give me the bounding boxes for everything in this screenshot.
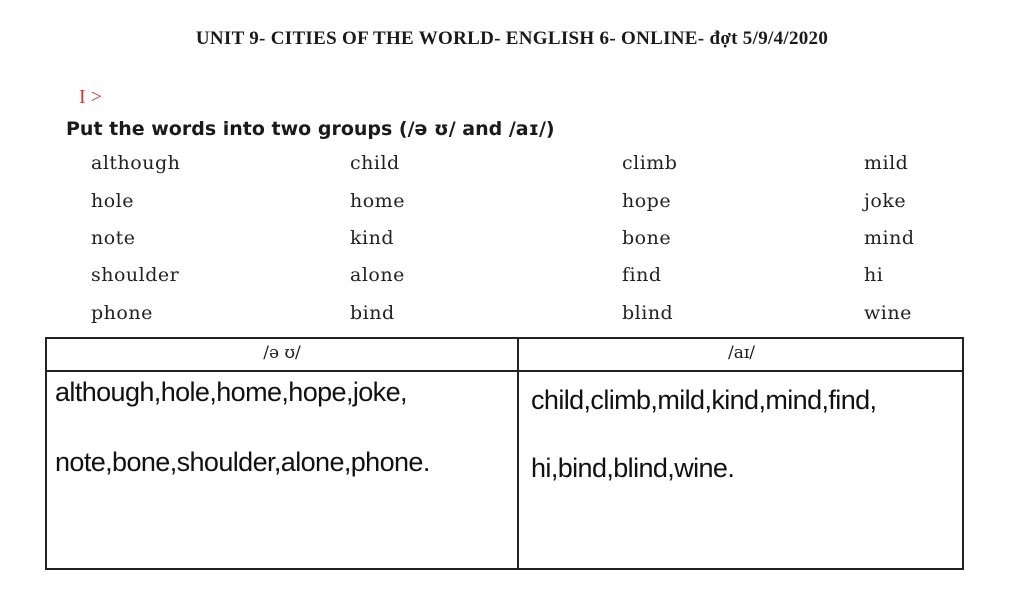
answer-line-left: note,bone,shoulder,alone,phone.	[55, 447, 430, 477]
word-item: bone	[622, 227, 672, 249]
word-item: kind	[350, 227, 394, 249]
word-item: child	[350, 152, 400, 174]
column-divider	[517, 339, 519, 568]
column-header-ai: /aɪ/	[727, 343, 756, 363]
word-item: hope	[622, 190, 672, 212]
section-marker: I >	[79, 86, 102, 108]
word-item: alone	[350, 264, 405, 286]
header-divider	[47, 370, 962, 372]
answer-line-right: hi,bind,blind,wine.	[531, 453, 735, 483]
word-item: mild	[864, 152, 909, 174]
word-item: climb	[622, 152, 678, 174]
word-item: note	[91, 227, 136, 249]
word-item: phone	[91, 302, 153, 324]
word-item: blind	[622, 302, 674, 324]
word-item: hole	[91, 190, 134, 212]
word-item: home	[350, 190, 405, 212]
word-item: bind	[350, 302, 395, 324]
word-item: mind	[864, 227, 915, 249]
word-item: wine	[864, 302, 912, 324]
page-title: UNIT 9- CITIES OF THE WORLD- ENGLISH 6- ONLINE- đợt 5/9/4/2020	[195, 28, 829, 49]
word-item: joke	[864, 190, 907, 212]
answer-table	[45, 337, 964, 570]
answer-line-left: although,hole,home,hope,joke,	[55, 377, 407, 407]
column-header-schwa-u: /ə ʊ/	[263, 343, 301, 363]
answer-line-right: child,climb,mild,kind,mind,find,	[531, 385, 877, 415]
word-item: although	[91, 152, 181, 174]
exercise-instruction: Put the words into two groups (/ə ʊ/ and /aɪ/)	[66, 118, 555, 140]
word-item: hi	[864, 264, 884, 286]
word-item: find	[622, 264, 662, 286]
word-item: shoulder	[91, 264, 180, 286]
